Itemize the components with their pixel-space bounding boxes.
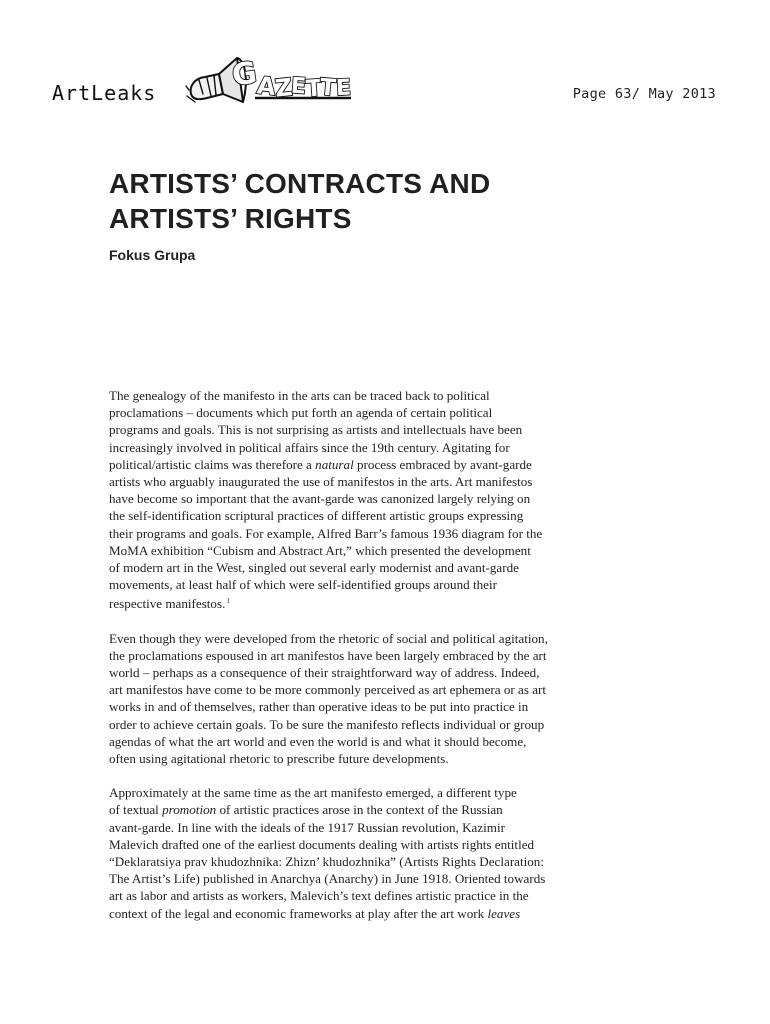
text-segment: of textual (109, 802, 163, 818)
page-info: Page 63/ May 2013 (572, 86, 716, 102)
text-line (109, 905, 591, 922)
text-line: agendas of what the art world and even the world is and what it should become, (109, 733, 527, 749)
text-line: the self-identification scriptural practices of different artistic groups expressing (109, 508, 524, 524)
paragraph-3 (109, 784, 591, 922)
logo-letter-g: G (229, 55, 260, 94)
emphasis-leaves: leaves (487, 905, 521, 921)
masthead (52, 50, 382, 110)
text-line: proclamations – documents which put forth an agenda of certain political (109, 405, 493, 421)
text-segment: respective manifestos. (109, 596, 226, 612)
text-line: increasingly involved in political affairs since the 19th century. Agitating for (109, 439, 510, 455)
article-body (109, 387, 591, 939)
text-segment: political/artistic claims was therefore a (109, 456, 316, 472)
text-line: have become so important that the avant-garde was canonized largely relying on (109, 491, 531, 507)
logo-letter-t1: T (305, 75, 323, 103)
text-line: movements, at least half of which were self-identified groups around their (109, 577, 497, 593)
gazette-logo (185, 50, 355, 106)
text-segment: process embraced by avant-garde (353, 456, 532, 472)
text-line: works in and of themselves, rather than operative ideas to be put into practice in (109, 699, 529, 715)
text-line: Malevich drafted one of the earliest documents dealing with artists rights entitled (109, 836, 535, 852)
brand-name: ArtLeaks (52, 81, 157, 105)
text-segment: context of the legal and economic frameworks at play after the art work (109, 905, 488, 921)
paragraph-2 (109, 630, 591, 768)
article-author: Fokus Grupa (109, 247, 196, 263)
logo-letter-t2: T (318, 74, 337, 102)
text-line: the proclamations espoused in art manifestos have been largely embraced by the art (109, 647, 547, 663)
text-line: often using agitational rhetoric to prescribe future developments. (109, 751, 449, 767)
logo-letter-a: A (255, 71, 277, 102)
text-line: Approximately at the same time as the art manifesto emerged, a different type (109, 785, 517, 801)
text-line (109, 801, 591, 818)
text-line: world – perhaps as a consequence of their straightforward way of address. Indeed, (109, 665, 540, 681)
text-line: of modern art in the West, singled out several early modernist and avant-garde (109, 560, 519, 576)
text-line: their programs and goals. For example, Alfred Barr’s famous 1936 diagram for the (109, 525, 543, 541)
text-line (109, 593, 591, 612)
text-line: art as labor and artists as workers, Malevich’s text defines artistic practice in the (109, 888, 529, 904)
title-line: ARTISTS’ RIGHTS (109, 203, 352, 234)
text-line: The Artist’s Life) published in Anarchya (Anarchy) in June 1918. Oriented towards (109, 871, 546, 887)
emphasis-promotion: promotion (162, 802, 217, 818)
text-segment: of artistic practices arose in the context of the Russian (216, 802, 503, 818)
text-line (109, 456, 591, 473)
article-title (109, 166, 669, 236)
footnote-marker: 1 (226, 597, 230, 606)
logo-letter-e2: E (335, 75, 352, 102)
text-line: art manifestos have come to be more commonly perceived as art ephemera or as art (109, 682, 547, 698)
logo-letter-e1: E (290, 73, 307, 100)
text-line: MoMA exhibition “Cubism and Abstract Art,” which presented the development (109, 542, 531, 558)
emphasis-natural: natural (315, 456, 354, 472)
logo-letter-z: Z (273, 73, 294, 103)
text-line: order to achieve certain goals. To be sure the manifesto reflects individual or group (109, 716, 545, 732)
text-line: Even though they were developed from the rhetoric of social and political agitation, (109, 630, 548, 646)
text-line: “Deklaratsiya prav khudozhnika: Zhizn’ khudozhnika” (Artists Rights Declaration: (109, 854, 544, 870)
text-line: The genealogy of the manifesto in the arts can be traced back to political (109, 388, 490, 403)
paragraph-1 (109, 387, 591, 613)
title-line: ARTISTS’ CONTRACTS AND (109, 168, 491, 199)
text-line: avant-garde. In line with the ideals of the 1917 Russian revolution, Kazimir (109, 819, 505, 835)
text-line: programs and goals. This is not surprising as artists and intellectuals have been (109, 422, 523, 438)
text-line: artists who arguably inaugurated the use of manifestos in the arts. Art manifestos (109, 474, 533, 490)
